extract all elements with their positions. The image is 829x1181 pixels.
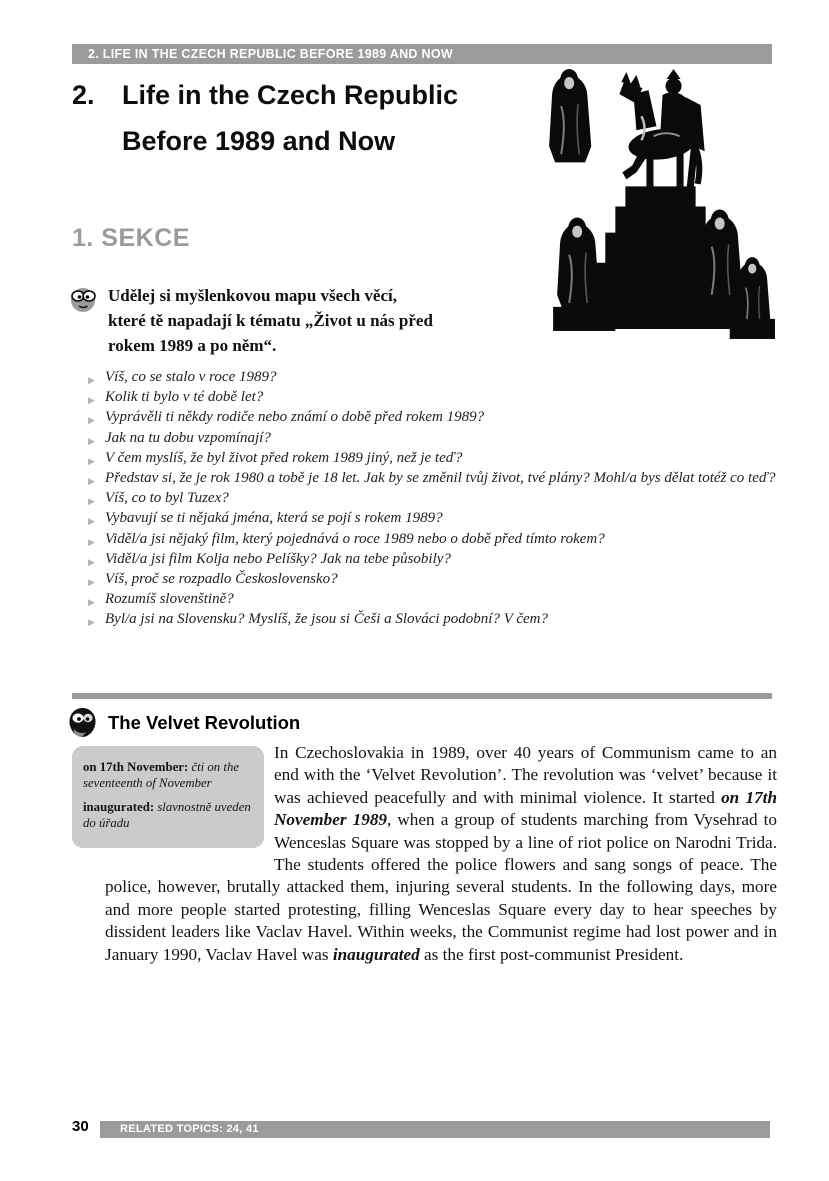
article-heading: The Velvet Revolution — [108, 711, 301, 733]
question-text: Víš, co se stalo v roce 1989? — [105, 369, 277, 385]
reading-face-icon — [68, 707, 97, 738]
list-item — [88, 428, 778, 448]
triangle-bullet-icon: ▶ — [88, 395, 95, 406]
page-title — [72, 72, 458, 164]
triangle-bullet-icon: ▶ — [88, 496, 95, 507]
vocab-definition: čti on the seventeenth of November — [83, 760, 240, 790]
triangle-bullet-icon: ▶ — [88, 415, 95, 426]
triangle-bullet-icon: ▶ — [88, 536, 95, 547]
question-text: Víš, co to byl Tuzex? — [105, 490, 229, 507]
paragraph-segment: on 17th November 1989 — [274, 787, 777, 830]
question-text: Představ si, že je rok 1980 a tobě je 18 let. Jak by se změnil tvůj život, tvé plány? Mohl/a bys dělat totéž co teď? — [105, 470, 776, 487]
list-item — [88, 609, 778, 629]
list-item — [88, 468, 778, 488]
title-number: 2. — [72, 80, 95, 110]
title-text-1: Life in the Czech Republic — [122, 80, 459, 110]
question-text: Byl/a jsi na Slovensku? Myslíš, že jsou si Češi a Slováci podobní? V čem? — [105, 611, 548, 628]
paragraph-segment: as the first post-communist President. — [419, 944, 684, 964]
list-item — [88, 407, 778, 427]
list-item — [88, 387, 778, 407]
vocab-definition: slavnostně uveden do úřadu — [83, 800, 251, 830]
list-item — [88, 529, 778, 549]
paragraph-segment: In Czechoslovakia in 1989, over 40 years of Communism came to an end with the ‘Velvet Revolution’. The revolution was ‘velvet’ because it was achieved peacefully and with minimal violence. It started — [274, 743, 777, 807]
velvet-revolution-heading-row — [68, 707, 300, 738]
triangle-bullet-icon: ▶ — [88, 476, 95, 487]
page-number: 30 — [72, 1118, 89, 1135]
vocab-box — [72, 746, 264, 848]
vocab-entry — [83, 799, 253, 831]
related-topics-bar: RELATED TOPICS: 24, 41 — [100, 1121, 770, 1138]
section-divider — [72, 693, 772, 699]
vocab-term: inaugurated: — [83, 800, 158, 814]
question-text: Viděl/a jsi nějaký film, který pojednává o roce 1989 nebo o době před tímto rokem? — [105, 530, 605, 547]
vocab-entry — [83, 759, 253, 791]
paragraph-segment: inaugurated — [332, 944, 420, 964]
task-block — [69, 283, 449, 358]
article-paragraph — [83, 742, 777, 966]
question-text: Vybavují se ti nějaká jména, která se pojí s rokem 1989? — [105, 510, 443, 527]
chapter-header-bar: 2. LIFE IN THE CZECH REPUBLIC BEFORE 1989 AND NOW — [72, 44, 772, 64]
title-line-1 — [72, 72, 458, 118]
vocab-term: on 17th November: — [83, 760, 192, 774]
question-text: Viděl/a jsi film Kolja nebo Pelíšky? Jak na tebe působily? — [105, 550, 451, 567]
list-item — [88, 569, 778, 589]
triangle-bullet-icon: ▶ — [88, 617, 95, 628]
question-text: Jak na tu dobu vzpomínají? — [105, 429, 271, 446]
section-heading: 1. SEKCE — [72, 224, 190, 252]
list-item — [88, 508, 778, 528]
question-text: V čem myslíš, že byl život před rokem 1989 jiný, než je teď? — [105, 449, 463, 466]
triangle-bullet-icon: ▶ — [88, 597, 95, 608]
title-text-2: Before 1989 and Now — [122, 126, 396, 156]
wenceslas-statue-illustration — [549, 66, 775, 346]
list-item — [88, 448, 778, 468]
task-text: Udělej si myšlenkovou mapu všech věcí, které tě napadají k tématu „Život u nás před rokem 1989 a po něm“. — [108, 286, 433, 355]
list-item — [88, 367, 778, 387]
question-text: Víš, proč se rozpadlo Československo? — [105, 571, 338, 588]
list-item — [88, 488, 778, 508]
paragraph-segment: , when a group of students marching from Vysehrad to Wenceslas Square was stopped by a line of riot police on Narodni Trida. The students offered the police flowers and sang songs of peace. The police, however, brutally attacked them, injuring several students. In the following days, more and more people started protesting, filling Wenceslas Square every day to hear speeches by dissident leaders like Vaclav Havel. Within weeks, the Communist regime had lost power and in January 1990, Vaclav Havel was — [105, 810, 777, 964]
triangle-bullet-icon: ▶ — [88, 556, 95, 567]
triangle-bullet-icon: ▶ — [88, 375, 95, 385]
triangle-bullet-icon: ▶ — [88, 455, 95, 466]
questions-list — [88, 367, 778, 630]
triangle-bullet-icon: ▶ — [88, 516, 95, 527]
list-item — [88, 589, 778, 609]
question-text: Vyprávěli ti někdy rodiče nebo známí o době před rokem 1989? — [105, 409, 485, 426]
triangle-bullet-icon: ▶ — [88, 435, 95, 446]
question-text: Rozumíš slovenštině? — [105, 591, 234, 608]
triangle-bullet-icon: ▶ — [88, 577, 95, 588]
question-text: Kolik ti bylo v té době let? — [105, 389, 264, 406]
list-item — [88, 549, 778, 569]
glasses-face-icon — [69, 285, 97, 313]
